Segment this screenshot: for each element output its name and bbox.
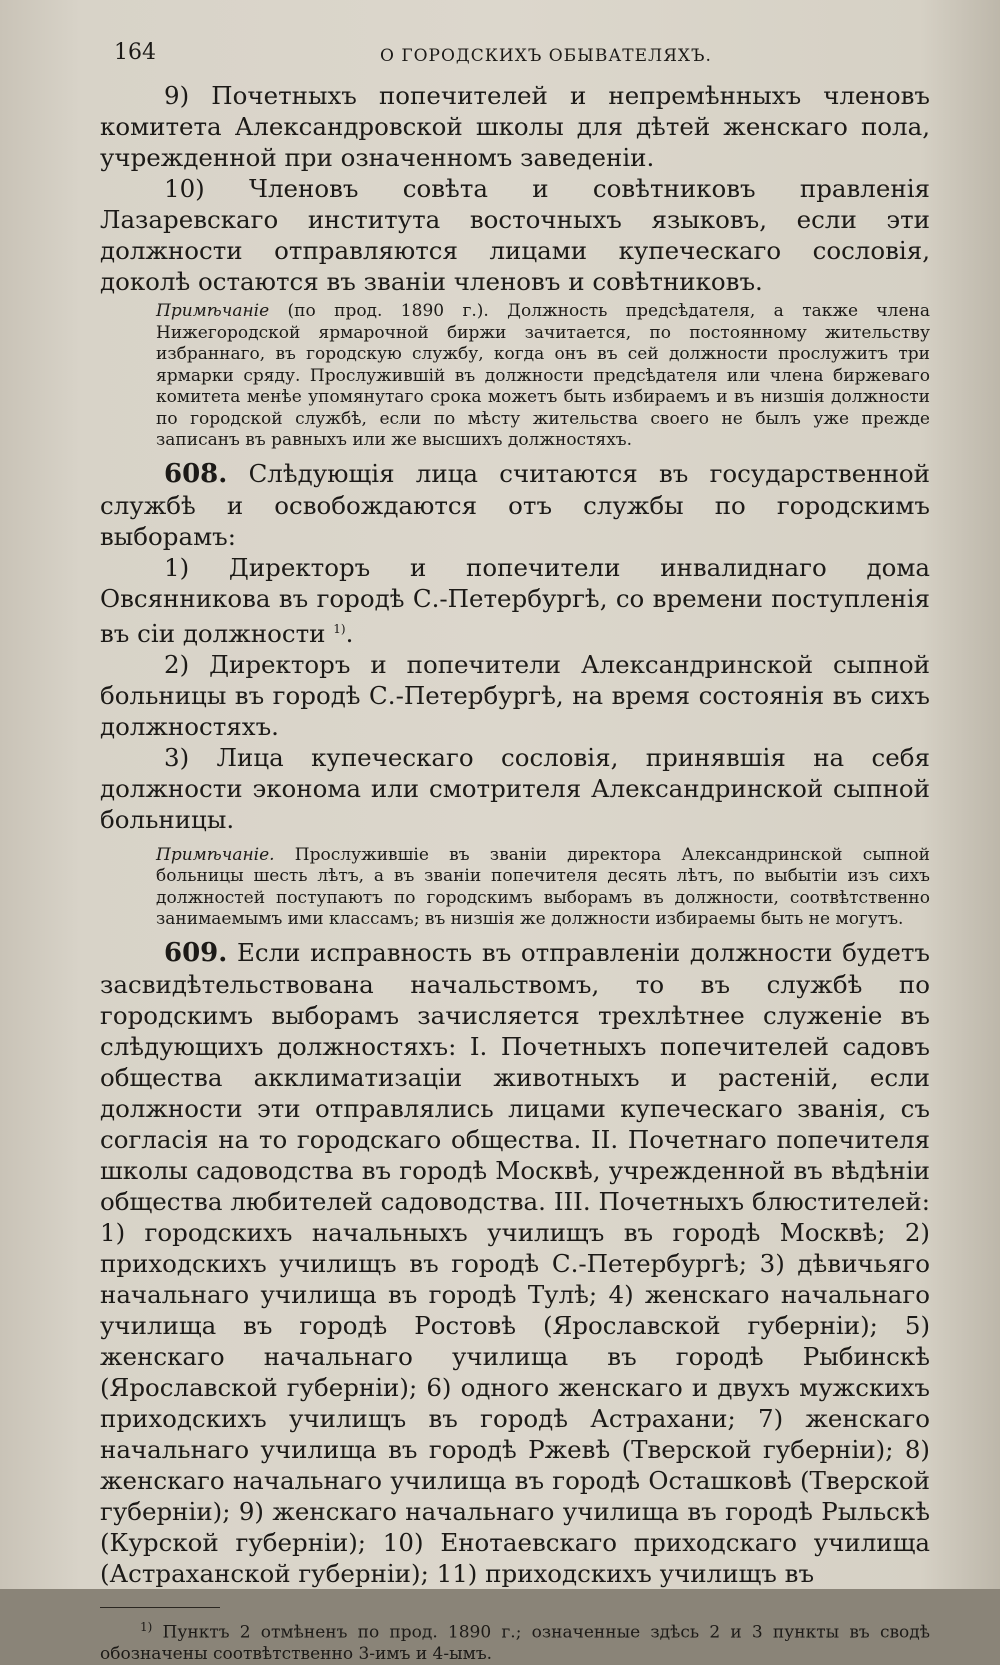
footnote-ref: 1) bbox=[333, 621, 346, 636]
note-2-label: Примѣчаніе. bbox=[156, 844, 275, 865]
item-10: 10) Членовъ совѣта и совѣтниковъ правленія Лазаревскаго института восточныхъ языковъ, если эти должности отправляются лицами купеческаго сословія, доколѣ остаются въ званіи членовъ и совѣтниковъ. bbox=[100, 174, 930, 296]
note-2-text: Прослужившіе въ званіи директора Александринской сыпной больницы шесть лѣтъ, а въ званіи попечителя десять лѣтъ, по выбытіи изъ сихъ должностей поступаютъ по городскимъ выборамъ въ должности, соотвѣтственно занимаемымъ ими классамъ; въ низшія же должности избираемы быть не могутъ. bbox=[156, 844, 930, 930]
page-number: 164 bbox=[114, 40, 156, 65]
section-608-item-3: 3) Лица купеческаго сословія, принявшія на себя должности эконома или смотрителя Александринской сыпной больницы. bbox=[100, 742, 930, 834]
footnote-marker: 1) bbox=[140, 1619, 153, 1634]
footnote-rule bbox=[100, 1607, 220, 1608]
section-608-item-1-text: 1) Директоръ и попечители инвалиднаго дома Овсянникова въ городѣ С.-Петербургѣ, со времени поступленія въ сіи должности bbox=[100, 552, 930, 648]
section-608-item-1 bbox=[100, 552, 930, 649]
section-609-number: 609. bbox=[164, 937, 228, 968]
note-1-text: (по прод. 1890 г.). Должность предсѣдателя, а также члена Нижегородской ярмарочной биржи зачитается, по постоянному жительству избраннаго, въ городскую службу, когда онъ въ сей должности прослужитъ три ярмарки сряду. Прослужившій въ должности предсѣдателя или члена биржеваго комитета менѣе упомянутаго срока можетъ быть избираемъ и въ низшія должности по городской службѣ, если по мѣсту жительства своего не былъ уже прежде записанъ въ равныхъ или же высшихъ должностяхъ. bbox=[156, 301, 930, 450]
section-609-text: Если исправность въ отправленіи должности будетъ засвидѣтельствована начальствомъ, то въ службѣ по городскимъ выборамъ зачисляется трехлѣтнее служеніе въ слѣдующихъ должностяхъ: I. Почетныхъ попечителей садовъ общества акклиматизаціи животныхъ и растеній, если должности эти отправлялись лицами купеческаго званія, съ согласія на то городскаго общества. II. Почетнаго попечителя школы садоводства въ городѣ Москвѣ, учрежденной въ вѣдѣніи общества любителей садоводства. III. Почетныхъ блюстителей: 1) городскихъ начальныхъ училищъ въ городѣ Москвѣ; 2) приходскихъ училищъ въ городѣ С.-Петербургѣ; 3) дѣвичьяго начальнаго училища въ городѣ Тулѣ; 4) женскаго начальнаго училища въ городѣ Ростовѣ (Ярославской губерніи); 5) женскаго начальнаго училища въ городѣ Рыбинскѣ (Ярославской губерніи); 6) одного женскаго и двухъ мужскихъ приходскихъ училищъ въ городѣ Астрахани; 7) женскаго начальнаго училища въ городѣ Ржевѣ (Тверской губерніи); 8) женскаго начальнаго училища въ городѣ Осташковѣ (Тверской губерніи); 9) женскаго начальнаго училища въ городѣ Рыльскѣ (Курской губерніи); 10) Енотаевскаго приходскаго училища (Астраханской губерніи); 11) приходскихъ училищъ въ bbox=[100, 937, 930, 1588]
section-609 bbox=[100, 937, 930, 1589]
section-608-item-1-end: . bbox=[345, 618, 354, 648]
section-608-intro-text: Слѣдующія лица считаются въ государственной службѣ и освобождаются отъ службы по городскимъ выборамъ: bbox=[100, 458, 930, 551]
section-608-intro bbox=[100, 458, 930, 552]
page-header bbox=[100, 30, 930, 70]
note-1-label: Примѣчаніе bbox=[156, 301, 270, 321]
item-9: 9) Почетныхъ попечителей и непремѣнныхъ членовъ комитета Александровской школы для дѣтей женскаго пола, учрежденной при означенномъ заведеніи. bbox=[100, 81, 930, 172]
section-608-item-2: 2) Директоръ и попечители Александринской сыпной больницы въ городѣ С.-Петербургѣ, на время состоянія въ сихъ должностяхъ. bbox=[100, 649, 930, 741]
footnote-text: Пунктъ 2 отмѣненъ по прод. 1890 г.; означенные здѣсь 2 и 3 пункты въ сводѣ обозначены соотвѣтственно 3-имъ и 4-ымъ. bbox=[100, 1622, 930, 1665]
running-head: О ГОРОДСКИХЪ ОБЫВАТЕЛЯХЪ. bbox=[380, 46, 712, 66]
note-2 bbox=[156, 845, 930, 931]
footnote bbox=[100, 1616, 930, 1665]
note-1 bbox=[156, 301, 930, 452]
section-608-number: 608. bbox=[164, 458, 228, 489]
